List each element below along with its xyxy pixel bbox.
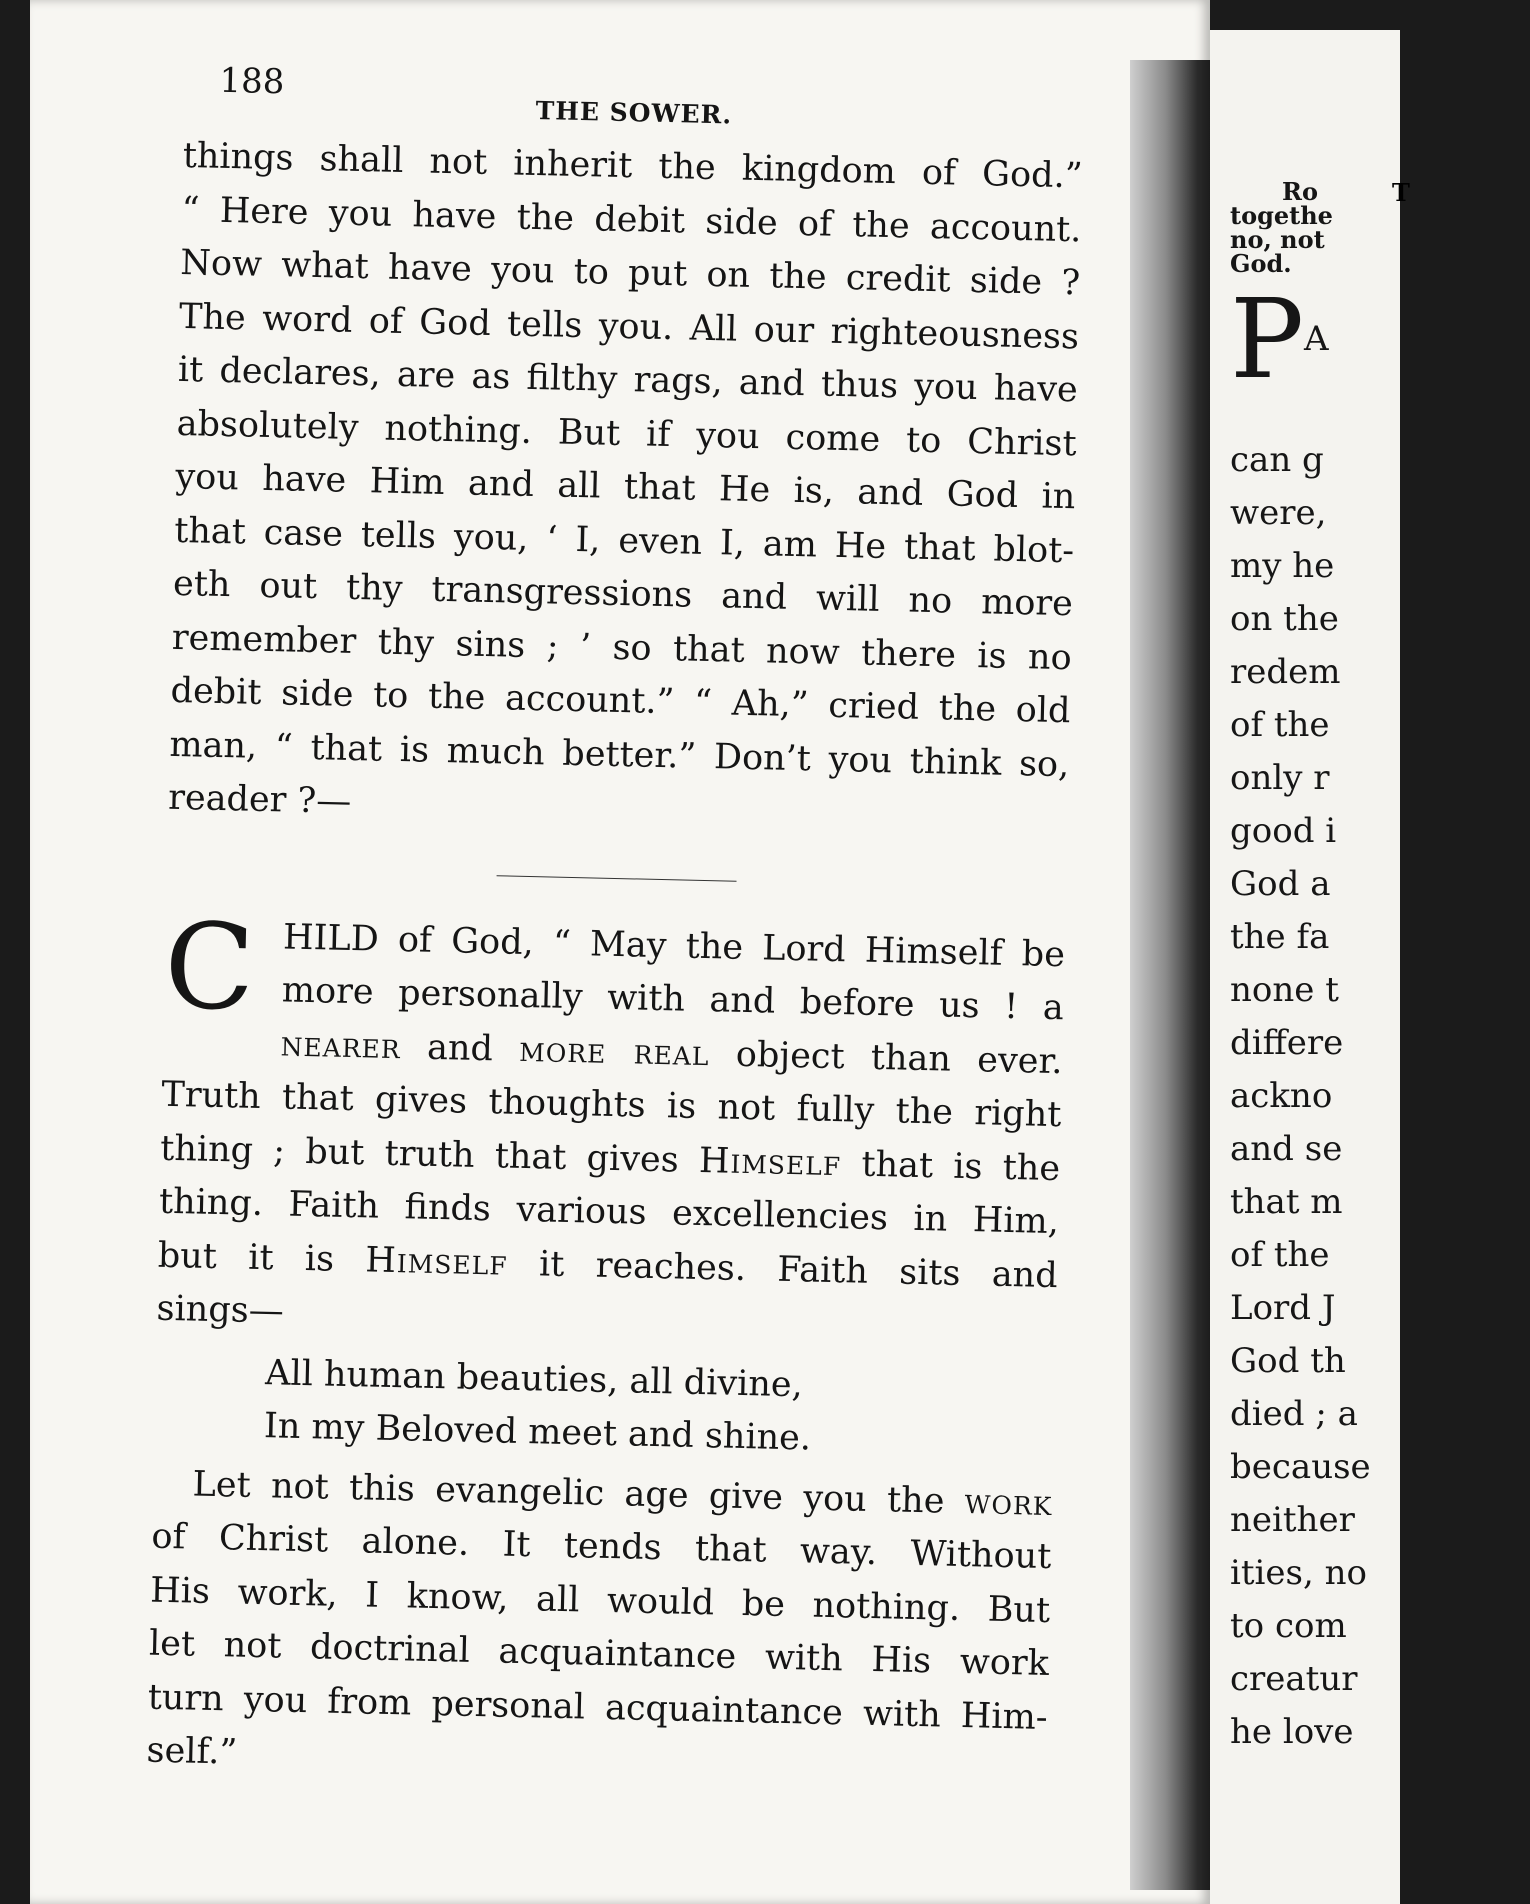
- small-caps-word: nearer: [280, 1023, 402, 1067]
- right-text-line: my he: [1230, 546, 1335, 586]
- small-caps-word: Himself: [364, 1239, 509, 1284]
- right-text-line: none t: [1230, 970, 1339, 1010]
- text-line: of Christ alone. It tends that way. Without: [151, 1516, 1052, 1578]
- text-line: debit side to the account.” “ Ah,” cried the old: [170, 670, 1071, 732]
- text-line: His work, I know, all would be nothing. But: [149, 1570, 1051, 1631]
- text-fragment: and: [400, 1026, 520, 1070]
- text-line: thing. Faith finds various excellencies in Him,: [158, 1181, 1060, 1243]
- right-lines: [1230, 434, 1530, 1759]
- right-text-line: of the: [1230, 1235, 1330, 1275]
- right-text-line: of the: [1230, 705, 1330, 745]
- right-head-line: no, not: [1230, 225, 1325, 254]
- text-fragment: thing ; but truth that gives: [159, 1128, 700, 1181]
- text-line: Truth that gives thoughts is not fully the right: [161, 1074, 1062, 1136]
- right-text-line: because: [1230, 1447, 1371, 1487]
- right-text-line: died ; a: [1230, 1394, 1358, 1434]
- right-text-line: were,: [1230, 493, 1327, 533]
- poem-verse: [153, 1344, 1055, 1471]
- text-fragment: that is the: [840, 1143, 1061, 1189]
- text-line: things shall not inherit the kingdom of God.”: [182, 135, 1084, 197]
- text-line: you have Him and all that He is, and God in: [175, 456, 1076, 518]
- right-text-line: to com: [1230, 1606, 1347, 1646]
- text-fragment: object than ever.: [709, 1033, 1063, 1082]
- text-line: reader ?—: [167, 777, 352, 822]
- text-line: sings—: [156, 1288, 285, 1332]
- text-line: that case tells you, ‘ I, even I, am He that blot-: [173, 510, 1075, 571]
- right-text-line: that m: [1230, 1182, 1343, 1222]
- right-text-line: ackno: [1230, 1076, 1333, 1116]
- right-text-line: ities, no: [1230, 1553, 1367, 1593]
- right-text-line: God th: [1230, 1341, 1346, 1381]
- left-page-text: [146, 60, 1085, 1798]
- right-text-line: good i: [1230, 811, 1337, 851]
- right-text-line: Lord J: [1230, 1288, 1336, 1328]
- text-fragment: it reaches. Faith sits and: [507, 1243, 1059, 1296]
- right-text-line: on the: [1230, 599, 1339, 639]
- paragraph-debit-credit: [168, 130, 1084, 846]
- right-page: [1210, 30, 1410, 1904]
- right-head-char: T: [1392, 178, 1410, 207]
- text-line: let not doctrinal acquaintance with His work: [148, 1623, 1050, 1685]
- text-line: “ Here you have the debit side of the account.: [181, 189, 1082, 250]
- small-caps-word: work: [964, 1481, 1053, 1524]
- text-line: man, “ that is much better.” Don’t you think so,: [169, 724, 1070, 785]
- right-text-line: the fa: [1230, 917, 1330, 957]
- poem-line: All human beauties, all divine,: [264, 1352, 804, 1405]
- right-page-text: [1230, 177, 1530, 1759]
- section-divider: [497, 875, 737, 881]
- right-text-line: can g: [1230, 440, 1324, 480]
- paragraph-evangelic-age: [146, 1457, 1053, 1798]
- right-text-line: creatur: [1230, 1659, 1358, 1699]
- right-text-line: God a: [1230, 864, 1331, 904]
- text-line: remember thy sins ; ’ so that now there is no: [171, 617, 1073, 678]
- right-text-line: only r: [1230, 758, 1330, 798]
- page-number: 188: [219, 60, 285, 103]
- right-text-line: neither: [1230, 1500, 1355, 1540]
- right-text-line: he love: [1230, 1712, 1354, 1752]
- right-text-line: redem: [1230, 652, 1341, 692]
- paragraph-child-of-god: [156, 896, 1066, 1356]
- text-line: absolutely nothing. But if you come to Christ: [176, 403, 1077, 464]
- text-fragment: but it is: [157, 1235, 366, 1280]
- drop-cap: C: [162, 896, 257, 1037]
- poem-line: In my Beloved meet and shine.: [263, 1406, 812, 1459]
- text-line: more personally with and before us ! a: [281, 970, 1065, 1029]
- running-head: THE SOWER.: [535, 95, 733, 130]
- text-line: it declares, are as filthy rags, and thus you have: [177, 349, 1079, 411]
- right-text-line: differe: [1230, 1023, 1344, 1063]
- right-text-line: and se: [1230, 1129, 1343, 1169]
- drop-cap-letter: P: [1230, 275, 1305, 403]
- book-gutter: [1130, 60, 1220, 1890]
- small-caps-word: Himself: [698, 1140, 842, 1184]
- text-line: eth out thy transgressions and will no more: [172, 563, 1074, 625]
- text-line: Now what have you to put on the credit side ?: [179, 242, 1081, 304]
- right-head-line: Ro: [1282, 177, 1318, 206]
- right-drop-cap: [1230, 275, 1530, 403]
- text-line: HILD of God, “ May the Lord Himself be: [282, 916, 1066, 975]
- right-head-line: God.: [1230, 249, 1292, 278]
- text-line: The word of God tells you. All our righteousness: [178, 296, 1080, 357]
- text-line: self.”: [146, 1730, 238, 1773]
- text-fragment: Let not this evangelic age give you the: [192, 1464, 966, 1522]
- small-caps-word: more real: [518, 1029, 710, 1074]
- drop-cap-suffix: A: [1304, 319, 1329, 359]
- right-head-line: togethe: [1230, 201, 1333, 230]
- text-line: turn you from personal acquaintance with Him-: [147, 1677, 1049, 1738]
